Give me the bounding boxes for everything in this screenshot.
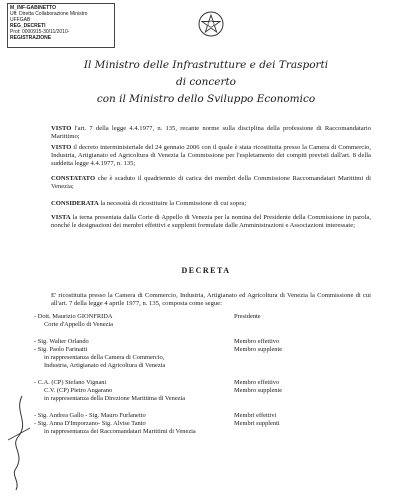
decreta-heading: DECRETA [181, 266, 231, 275]
member-affiliation: in rappresentanza della Direzione Marittima di Venezia [44, 395, 186, 402]
member-role: Membri supplenti [234, 420, 280, 427]
paragraph-lead: CONSIDERATA [51, 200, 99, 207]
member-role: Membro supplente [234, 346, 283, 353]
co-ministry-title: con il Ministro dello Sviluppo Economico [96, 93, 316, 105]
paragraph-lead: VISTA [51, 214, 71, 221]
stamp-line: M_INF-GABINETTO [10, 5, 57, 11]
paragraph-vista [51, 214, 371, 230]
member-affiliation: Industria, Artigianato ed Agricoltura di Venezia [44, 362, 166, 369]
member-name: - Dott. Maurizio GIONFRIDA [34, 313, 113, 320]
stamp-line: UFFGAB [10, 17, 31, 23]
paragraph-constatato [51, 175, 371, 191]
paragraph-lead: CONSTATATO [51, 175, 96, 182]
ministry-title: Il Ministro delle Infrastrutture e dei Trasporti [83, 59, 329, 71]
member-name: - Sig. Walter Orlando [34, 338, 89, 345]
member-name: - Sig. Paolo Farinatti [34, 346, 88, 353]
paragraph-text: che è scaduto il quadriennio di carica dei membri della Commissione Raccomandatari Marittimi di Venezia; [51, 175, 371, 191]
stamp-line: Prot: 0000915-30/11/2010- [10, 29, 70, 35]
intro-paragraph: E' ricostituita presso la Camera di Commercio, Industria, Artigianato ed Agricoltura di Venezia la Commissione di cui all'art. 7 della legge 4 aprile 1977, n. 135, composta come segue: [51, 292, 371, 308]
paragraph-text: il decreto interministeriale del 24 gennaio 2006 con il quale è stata ricostituita presso la Camera di Commercio, Industria, Artigianato ed Agricoltura di Venezia la Commissione per l'espletamento dei compiti previsti dall'art. 8 della suddetta legge 4.4.1977, n. 135; [51, 144, 371, 168]
italian-republic-emblem-icon [197, 10, 225, 38]
member-affiliation: in rappresentanza dei Raccomandatari Marittimi di Venezia [44, 428, 196, 435]
member-affiliation: in rappresentanza della Camera di Commercio, [44, 354, 165, 361]
member-name: - C.A. (CP) Stefano Vignani [34, 379, 107, 386]
paragraph-considerata [51, 200, 371, 208]
paragraph-lead: VISTO [51, 125, 72, 132]
paragraph-lead: VISTO [51, 144, 72, 151]
member-role: Presidente [234, 313, 261, 320]
paragraph-text: la terna presentata dalla Corte di Appello di Venezia per la nomina del Presidente della Commissione in parola, nonché le designazioni dei membri effettivi e supplenti formulate dalle Amministrazioni e Associazioni interessate; [51, 214, 371, 230]
member-role: Membri effettivi [234, 412, 277, 419]
stamp-line: Uff. Diretta Collaborazione Ministro [10, 11, 88, 17]
stamp-line: REG_DECRETI [10, 23, 46, 29]
member-affiliation: Corte d'Appello di Venezia [44, 321, 114, 328]
paragraph-text: la necessità di ricostituire la Commissione di cui sopra; [98, 200, 247, 207]
member-name: C.V. (CP) Pietro Angarano [44, 387, 113, 394]
member-role: Membro effettivo [234, 379, 280, 386]
member-name: - Sig. Andrea Gallo - Sig. Mauro Furlanetto [34, 412, 146, 419]
margin-pen-mark-icon [0, 392, 40, 492]
paragraph-visto-2 [51, 144, 371, 169]
member-role: Membro supplente [234, 387, 283, 394]
stamp-line: REGISTRAZIONE [10, 35, 52, 41]
concert-line: di concerto [175, 76, 237, 88]
paragraph-text: l'art. 7 della legge 4.4.1977, n. 135, recante norme sulla disciplina della professione di Raccomandatario Marittimo; [51, 125, 371, 141]
paragraph-visto-1 [51, 125, 371, 141]
member-name: - Sig. Anna D'Imporzano- Sig. Alvise Tanto [34, 420, 146, 427]
member-role: Membro effettivo [234, 338, 280, 345]
protocol-stamp [7, 3, 115, 48]
